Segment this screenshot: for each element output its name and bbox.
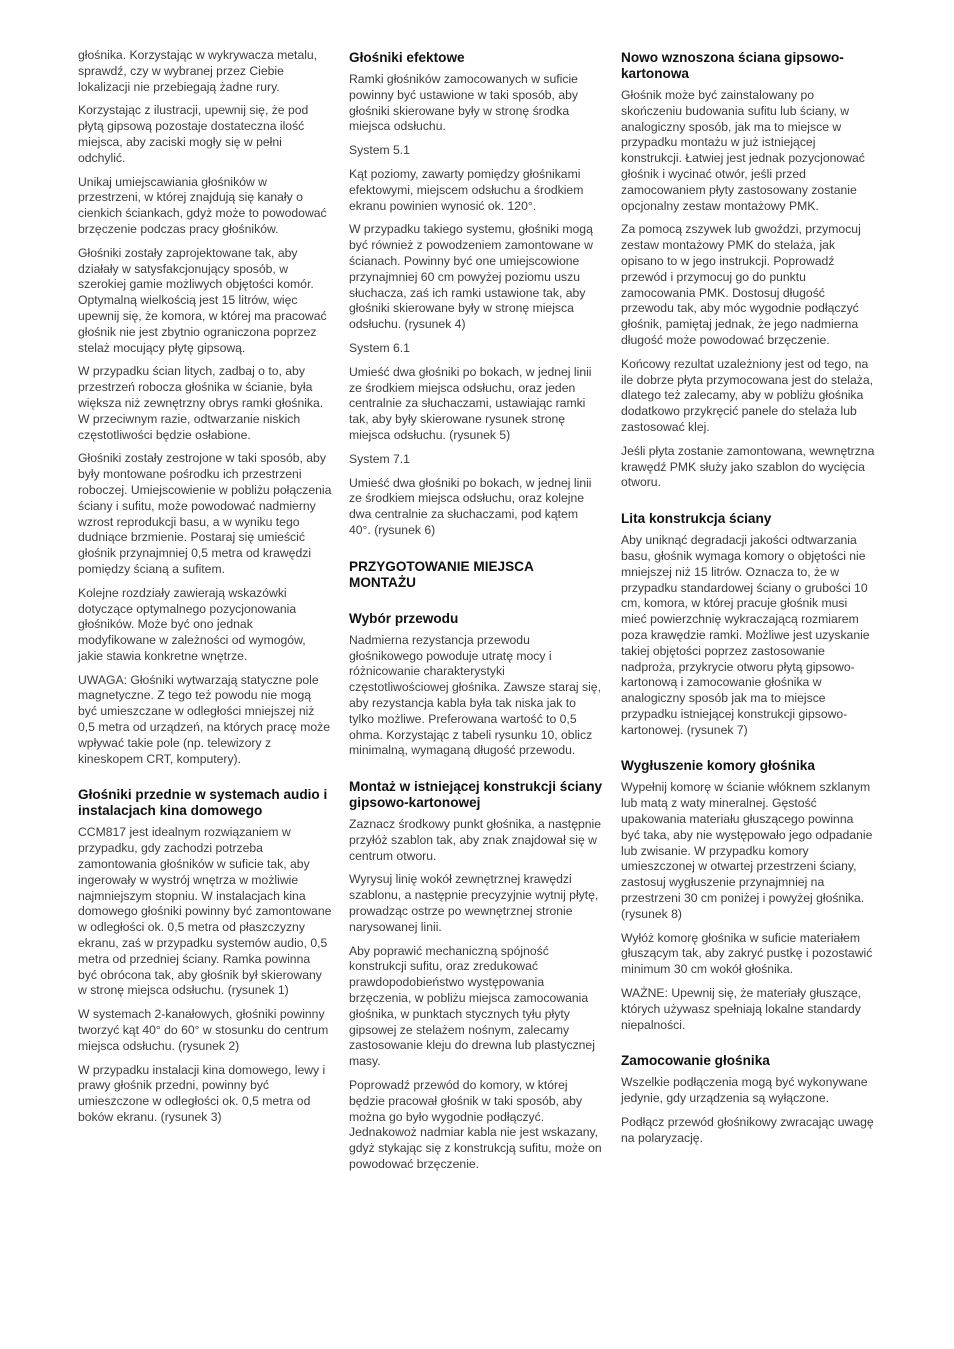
paragraph: Głośnik może być zainstalowany po skończeniu budowania sufitu lub ściany, w analogiczny sposób, jak ma to miejsce w przypadku montażu w już istniejącej konstrukcji. Łatwiej jest jednak pozycjonować głośnik i wycinać otwór, jeśli przed zamocowaniem płyty zastosowany zostanie opcjonalny zestaw montażowy PMK. [621, 88, 865, 213]
paragraph: Jeśli płyta zostanie zamontowana, wewnętrzna krawędź PMK służy jako szablon do wycięcia otworu. [621, 443, 875, 490]
paragraph: Korzystając z ilustracji, upewnij się, że pod płytą gipsową pozostaje dostateczna ilość miejsca, aby zaciski mogły się w pełni odchylić. [78, 103, 309, 165]
paragraph: Wypełnij komorę w ścianie włóknem szklanym lub matą z waty mineralnej. Gęstość upakowania materiału głuszącego powinna być taka, aby nie występowało jego odpadanie lub zwisanie. W przypadku komory umieszczonej w otwartej przestrzeni ściany, zastosuj wygłuszenie przynajmniej na przestrzeni 30 cm poniżej i powyżej głośnika. (rysunek 8) [621, 780, 873, 921]
paragraph: UWAGA: Głośniki wytwarzają statyczne pole magnetyczne. Z tego też powodu nie mogą być umieszczane w odległości mniejszej niż 0,5 metra od urządzeń, na których pracę może wpływać takie pole (np. telewizory z kineskopem CRT, komputery). [78, 672, 331, 766]
paragraph: Ramki głośników zamocowanych w suficie powinny być ustawione w taki sposób, aby głośniki skierowane były w stronę środka miejsca odsłuchu. [349, 72, 578, 134]
heading-solid-wall: Lita konstrukcja ściany [621, 511, 772, 527]
heading-cable-selection: Wybór przewodu [349, 610, 459, 626]
paragraph: Aby poprawić mechaniczną spójność konstrukcji sufitu, oraz zredukować prawdopodobieństwo występowania brzęczenia, w pobliżu miejsca zamocowania głośnika, w punktach stycznych tyłu płyty gipsowej ze stelażem nośnym, zalecamy zastosowanie kleju do drewna lub plastycznej masy. [349, 943, 595, 1069]
paragraph: głośnika. Korzystając w wykrywacza metalu, sprawdź, czy w wybranej przez Ciebie lokalizacji nie przebiegają żadne rury. [78, 48, 318, 94]
paragraph: Unikaj umiejscawiania głośników w przestrzeni, w której znajdują się kanały o cienkich ściankach, gdyż może to powodować brzęczenie podczas pracy głośników. [78, 174, 327, 236]
paragraph: Głośniki zostały zestrojone w taki sposób, aby były montowane pośrodku ich przestrzeni roboczej. Umiejscowienie w pobliżu połączenia ściany i sufitu, może powodować nadmierny wzrost reprodukcji basu, a w wyniku tego dudniące brzmienie. Postaraj się umieścić głośnik przynajmniej 0,5 metra od krawędzi pomiędzy ścianą a sufitem. [78, 451, 332, 576]
paragraph: System 5.1 [349, 143, 410, 158]
paragraph: Głośniki zostały zaprojektowane tak, aby działały w satysfakcjonujący sposób, w szerokiej gamie możliwych objętości komór. Optymalną wielkością jest 15 litrów, więc upewnij się, że komora, w której ma pracować głośnik nie jest zbytnio ograniczona poprzez stelaż mocujący płytę gipsową. [78, 245, 327, 355]
paragraph: W przypadku instalacji kina domowego, lewy i prawy głośnik przedni, powinny być umieszczone w odległości ok. 0,5 metra od boków ekranu. (rysunek 3) [78, 1062, 326, 1125]
paragraph: Kąt poziomy, zawarty pomiędzy głośnikami efektowymi, miejscem odsłuchu a środkiem ekranu powinien wynosić ok. 120°. [349, 166, 584, 213]
paragraph: Wyrysuj linię wokół zewnętrznej krawędzi szablonu, a następnie precyzyjnie wytnij płytę, prowadząc ostrze po wewnętrznej stronie narysowanej linii. [349, 872, 599, 934]
paragraph: WAŻNE: Upewnij się, że materiały głuszące, których używasz spełniają lokalne standardy niepalności. [621, 986, 861, 1032]
paragraph: Poprowadź przewód do komory, w której będzie pracował głośnik w taki sposób, aby można go było wygodnie podłączyć. Jednakowoż nadmiar kabla nie jest wskazany, gdyż stykając się z konstrukcją sufitu, może on powodować brzęczenie. [349, 1078, 602, 1172]
paragraph: Umieść dwa głośniki po bokach, w jednej linii ze środkiem miejsca odsłuchu, oraz kolejne dwa centralnie za słuchaczami, pod kątem 40°. (rysunek 6) [349, 475, 592, 537]
column-right [621, 48, 875, 1155]
heading-new-drywall: Nowo wznoszona ściana gipsowo-kartonowa [621, 50, 844, 81]
paragraph: System 7.1 [349, 451, 410, 466]
column-left [78, 48, 332, 1134]
heading-site-preparation: PRZYGOTOWANIE MIEJSCA MONTAŻU [349, 558, 534, 590]
paragraph: W przypadku ścian litych, zadbaj o to, aby przestrzeń robocza głośnika w ścianie, była większa niż zewnętrzny obrys ramki głośnika. W przeciwnym razie, odtwarzanie niskich częstotliwości będzie osłabione. [78, 364, 324, 442]
heading-front-speakers: Głośniki przednie w systemach audio i instalacjach kina domowego [78, 787, 328, 819]
paragraph: W systemach 2-kanałowych, głośniki powinny tworzyć kąt 40° do 60° w stosunku do centrum miejsca odsłuchu. (rysunek 2) [78, 1007, 329, 1053]
paragraph: Wszelkie podłączenia mogą być wykonywane jedynie, gdy urządzenia są wyłączone. [621, 1075, 868, 1106]
paragraph: Umieść dwa głośniki po bokach, w jednej linii ze środkiem miejsca odsłuchu, oraz jeden centralnie za słuchaczami, ustawiając ramki tak, aby były skierowane rysunek stronę miejsca odsłuchu. (rysunek 5) [349, 364, 592, 442]
paragraph: Nadmierna rezystancja przewodu głośnikowego powoduje utratę mocy i różnicowanie charakterystyki częstotliwościowej głośnika. Zawsze staraj się, aby rezystancja kabla była tak niska jak to tylko możliwe. Preferowana wartość to 0,5 ohma. Korzystając z tabeli rysunku 10, oblicz minimalną, wymaganą długość przewodu. [349, 632, 601, 758]
paragraph: System 6.1 [349, 340, 410, 355]
paragraph: Za pomocą zszywek lub gwoździ, przymocuj zestaw montażowy PMK do stelaża, jak opisano to w jego instrukcji. Poprowadź przewód i przymocuj go do punktu zamocowania PMK. Dostosuj długość przewodu tak, aby móc wygodnie podłączyć głośnik, pamiętaj jednak, że jego nadmierna długość może powodować brzęczenie. [621, 222, 861, 347]
paragraph: Zaznacz środkowy punkt głośnika, a następnie przyłóż szablon tak, aby znak znajdował się w centrum otworu. [349, 817, 602, 863]
column-middle [349, 48, 603, 1181]
paragraph: Aby uniknąć degradacji jakości odtwarzania basu, głośnik wymaga komory o objętości nie mniejszej niż 15 litrów. Oznacza to, że w przypadku standardowej ściany o grubości 10 cm, komora, w której pracuje głośnik musi mieć powierzchnię wykraczającą rozmiarem poza krawędzie ramki. Możliwe jest uzyskanie takiej objętości poprzez zastosowanie nadproża, przykrycie otworu płytą gipsowo-kartonową i zamocowanie głośnika w analogiczny sposób jak ma to miejsce przypadku istniejącej konstrukcji gipsowo-kartonowej. (rysunek 7) [621, 533, 870, 737]
paragraph: Końcowy rezultat uzależniony jest od tego, na ile dobrze płyta przymocowana jest do stelaża, dlatego też zalecamy, aby w pobliżu głośnika dodatkowo przykręcić panele do stelaża lub zastosować klej. [621, 356, 874, 434]
heading-existing-drywall: Montaż w istniejącej konstrukcji ściany gipsowo-kartonowej [349, 779, 603, 811]
paragraph: CCM817 jest idealnym rozwiązaniem w przypadku, gdy zachodzi potrzeba zamontowania głośników w suficie tak, aby ingerowały w wystrój wnętrza w możliwie najmniejszym stopniu. W instalacjach kina domowego głośniki powinny być zamontowane w odległości ok. 0,5 metra od płaszczyzny ekranu, zaś w przypadku systemów audio, 0,5 metra od przedniej ściany. Ramka powinna być obrócona tak, aby głośnik był skierowany w stronę miejsca odsłuchu. (rysunek 1) [78, 825, 332, 998]
paragraph: Kolejne rozdziały zawierają wskazówki dotyczące optymalnego pozycjonowania głośników. Może być ono jednak modyfikowane w zależności od wymogów, jakie stawia konkretne wnętrze. [78, 585, 306, 663]
paragraph: Podłącz przewód głośnikowy zwracając uwagę na polaryzację. [621, 1115, 874, 1145]
paragraph: W przypadku takiego systemu, głośniki mogą być również z powodzeniem zamontowane w ścianach. Powinny być one umiejscowione przynajmniej 60 cm powyżej poziomu uszu słuchacza, zaś ich ramki ustawione tak, aby głośniki skierowane były w stronę miejsca odsłuchu. (rysunek 4) [349, 222, 593, 332]
heading-effect-speakers: Głośniki efektowe [349, 50, 465, 65]
paragraph: Wyłóż komorę głośnika w suficie materiałem głuszącym tak, aby zakryć pustkę i pozostawić minimum 30 cm wokół głośnika. [621, 930, 873, 977]
heading-cavity-damping: Wygłuszenie komory głośnika [621, 758, 815, 774]
heading-speaker-fixing: Zamocowanie głośnika [621, 1053, 770, 1069]
